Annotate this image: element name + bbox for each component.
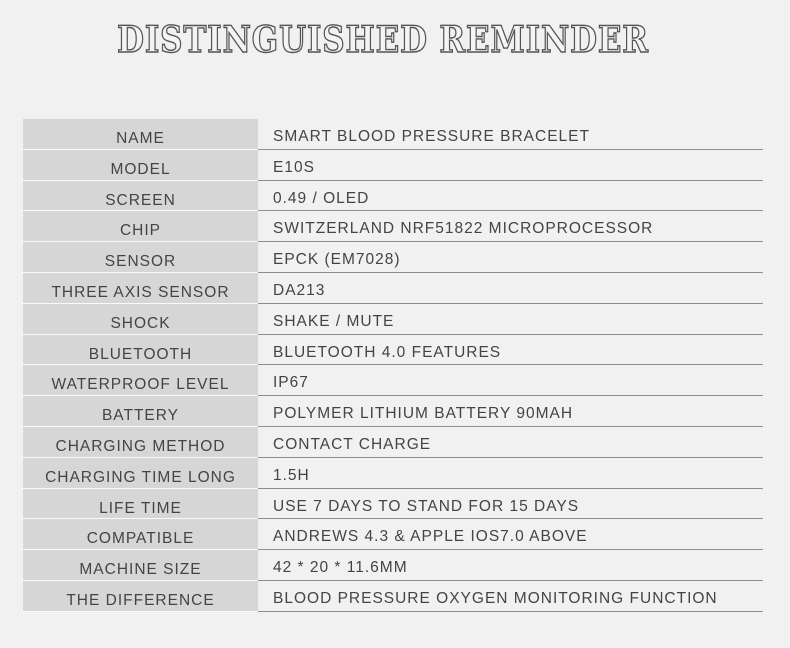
spec-label: SCREEN (23, 181, 258, 212)
spec-table (23, 119, 763, 612)
spec-value: USE 7 DAYS TO STAND FOR 15 DAYS (258, 489, 763, 520)
spec-row-charging-method (23, 427, 763, 458)
spec-value: IP67 (258, 365, 763, 396)
spec-label: CHARGING TIME LONG (23, 458, 258, 489)
spec-row-model (23, 150, 763, 181)
spec-label: NAME (23, 119, 258, 150)
page-title: DISTINGUISHED REMINDER (117, 19, 649, 61)
spec-value: 1.5H (258, 458, 763, 489)
spec-value: POLYMER LITHIUM BATTERY 90MAH (258, 396, 763, 427)
spec-value: SMART BLOOD PRESSURE BRACELET (258, 119, 763, 150)
spec-value: CONTACT CHARGE (258, 427, 763, 458)
spec-value: EPCK (EM7028) (258, 242, 763, 273)
spec-row-waterproof-level (23, 365, 763, 396)
spec-row-machine-size (23, 550, 763, 581)
spec-label: COMPATIBLE (23, 519, 258, 550)
spec-label: MACHINE SIZE (23, 550, 258, 581)
spec-row-battery (23, 396, 763, 427)
spec-row-chip (23, 211, 763, 242)
spec-label: THREE AXIS SENSOR (23, 273, 258, 304)
spec-row-name (23, 119, 763, 150)
spec-label: SENSOR (23, 242, 258, 273)
spec-label: WATERPROOF LEVEL (23, 365, 258, 396)
spec-value: SWITZERLAND NRF51822 MICROPROCESSOR (258, 211, 763, 242)
spec-row-sensor (23, 242, 763, 273)
spec-label: BATTERY (23, 396, 258, 427)
spec-row-life-time (23, 489, 763, 520)
spec-value: 42 * 20 * 11.6MM (258, 550, 763, 581)
spec-value: ANDREWS 4.3 & APPLE IOS7.0 ABOVE (258, 519, 763, 550)
spec-row-the-difference (23, 581, 763, 612)
spec-value: SHAKE / MUTE (258, 304, 763, 335)
spec-row-three-axis-sensor (23, 273, 763, 304)
spec-label: BLUETOOTH (23, 335, 258, 366)
spec-row-bluetooth (23, 335, 763, 366)
spec-row-shock (23, 304, 763, 335)
spec-value: BLUETOOTH 4.0 FEATURES (258, 335, 763, 366)
spec-value: E10S (258, 150, 763, 181)
spec-label: THE DIFFERENCE (23, 581, 258, 612)
spec-label: CHIP (23, 211, 258, 242)
spec-label: CHARGING METHOD (23, 427, 258, 458)
spec-row-screen (23, 181, 763, 212)
spec-label: MODEL (23, 150, 258, 181)
spec-row-charging-time (23, 458, 763, 489)
spec-value: 0.49 / OLED (258, 181, 763, 212)
spec-label: LIFE TIME (23, 489, 258, 520)
spec-value: BLOOD PRESSURE OXYGEN MONITORING FUNCTION (258, 581, 763, 612)
spec-label: SHOCK (23, 304, 258, 335)
spec-value: DA213 (258, 273, 763, 304)
spec-row-compatible (23, 519, 763, 550)
